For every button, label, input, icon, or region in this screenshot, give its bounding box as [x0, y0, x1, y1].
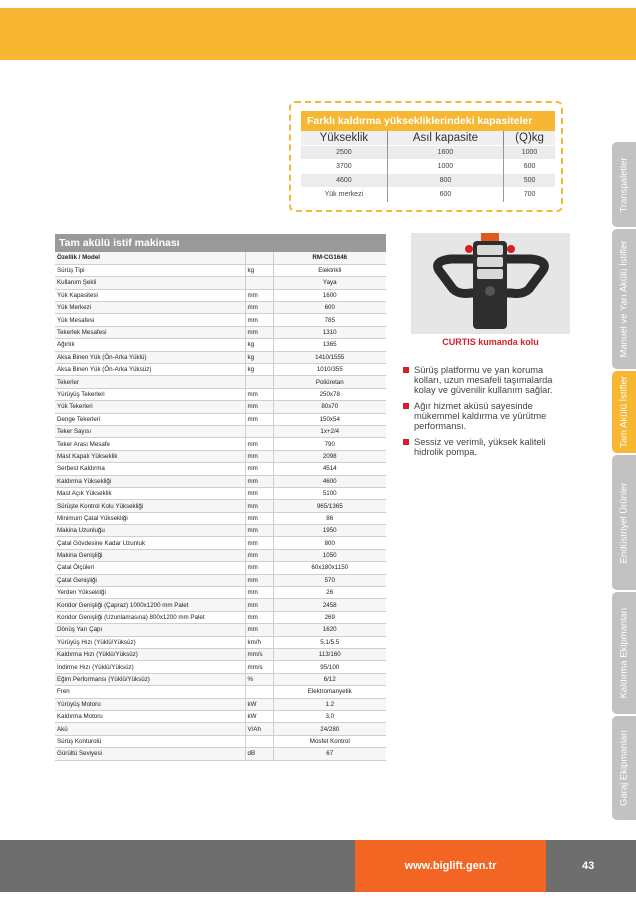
spec-property: Kaldırma Motoru: [55, 710, 245, 722]
spec-value: Poliüretan: [273, 376, 386, 388]
spec-unit: mm: [245, 525, 273, 537]
spec-value: 269: [273, 611, 386, 623]
spec-row: [55, 624, 386, 636]
spec-property: Özellik / Model: [55, 252, 245, 264]
capacity-cell: 500: [504, 174, 555, 188]
spec-row: [55, 401, 386, 413]
feature-item: Sessiz ve verimli, yüksek kaliteli hidrolik pompa.: [402, 437, 572, 457]
spec-value: 5100: [273, 487, 386, 499]
spec-unit: mm: [245, 413, 273, 425]
spec-value: 1600: [273, 289, 386, 301]
spec-property: Dönüş Yarı Çapı: [55, 624, 245, 636]
spec-property: Kaldırma Yüksekliği: [55, 475, 245, 487]
spec-row: [55, 388, 386, 400]
spec-property: Denge Tekerleri: [55, 413, 245, 425]
spec-unit: mm: [245, 388, 273, 400]
spec-value: 150x54: [273, 413, 386, 425]
capacity-row: [301, 188, 555, 202]
spec-unit: [245, 252, 273, 264]
controller-photo: [411, 233, 570, 334]
spec-row: [55, 438, 386, 450]
spec-unit: mm: [245, 574, 273, 586]
spec-row: [55, 277, 386, 289]
spec-unit: mm: [245, 438, 273, 450]
spec-row: [55, 574, 386, 586]
spec-property: Yük Merkezi: [55, 302, 245, 314]
capacity-header: Yükseklik: [301, 131, 387, 146]
spec-value: Elektrikli: [273, 264, 386, 276]
spec-value: 250x78: [273, 388, 386, 400]
spec-property: Kaldırma Hızı (Yüklü/Yüksüz): [55, 649, 245, 661]
spec-property: Mast Açık Yükseklik: [55, 487, 245, 499]
tab-manuel-yari-akulu[interactable]: Manuel ve Yarı Akülü İstifler: [612, 229, 636, 369]
spec-unit: kW: [245, 698, 273, 710]
spec-property: Çatal Genişliği: [55, 574, 245, 586]
spec-value: 1010/355: [273, 364, 386, 376]
feature-item: Ağır hizmet aküsü sayesinde mükemmel kaldırma ve yürütme performansı.: [402, 401, 572, 431]
capacity-header: Asıl kapasite: [387, 131, 503, 146]
spec-value: 95/100: [273, 661, 386, 673]
spec-value: 6/12: [273, 673, 386, 685]
capacity-cell: 1600: [387, 146, 503, 160]
spec-row: [55, 364, 386, 376]
spec-value: 1620: [273, 624, 386, 636]
spec-value: 2458: [273, 599, 386, 611]
spec-unit: V/Ah: [245, 723, 273, 735]
tab-tam-akulu[interactable]: Tam Akülü İstifler: [612, 371, 636, 453]
spec-unit: kg: [245, 364, 273, 376]
spec-row: [55, 487, 386, 499]
spec-value: Mosfet Kontrol: [273, 735, 386, 747]
spec-row: [55, 289, 386, 301]
spec-value: RM-CG1646: [273, 252, 386, 264]
spec-row: [55, 326, 386, 338]
spec-property: Teker Sayısı: [55, 425, 245, 437]
spec-value: 4600: [273, 475, 386, 487]
spec-row: [55, 686, 386, 698]
spec-row: [55, 748, 386, 760]
spec-property: Teker Arası Mesafe: [55, 438, 245, 450]
spec-row: [55, 735, 386, 747]
capacity-row: [301, 146, 555, 160]
spec-value: 80x70: [273, 401, 386, 413]
spec-row: [55, 512, 386, 524]
spec-unit: mm: [245, 611, 273, 623]
capacity-cell: 1000: [504, 146, 555, 160]
header-band: [0, 8, 636, 60]
spec-section: [55, 234, 386, 761]
photo-caption: CURTIS kumanda kolu: [442, 337, 539, 347]
spec-row: [55, 314, 386, 326]
capacity-table: [301, 131, 555, 202]
spec-property: Aksa Binen Yük (Ön-Arka Yüklü): [55, 351, 245, 363]
spec-property: Yürüyüş Tekerleri: [55, 388, 245, 400]
spec-row: [55, 599, 386, 611]
capacity-header: (Q)kg: [504, 131, 555, 146]
spec-value: 5.1/5.5: [273, 636, 386, 648]
capacity-box: [289, 101, 563, 212]
spec-property: Akü: [55, 723, 245, 735]
capacity-cell: 3700: [301, 160, 387, 174]
spec-row: [55, 413, 386, 425]
spec-row: [55, 673, 386, 685]
capacity-row: [301, 160, 555, 174]
spec-value: 26: [273, 587, 386, 599]
controller-handle-icon: [411, 233, 570, 334]
spec-value: 1310: [273, 326, 386, 338]
spec-row: [55, 549, 386, 561]
spec-property: Yürüyüş Hızı (Yüklü/Yüksüz): [55, 636, 245, 648]
spec-unit: kg: [245, 351, 273, 363]
spec-row: [55, 723, 386, 735]
spec-value: 570: [273, 574, 386, 586]
spec-row: [55, 537, 386, 549]
spec-unit: mm: [245, 562, 273, 574]
tab-kaldirma-ekipmanlari[interactable]: Kaldırma Ekipmanları: [612, 592, 636, 714]
spec-property: Koridor Genişliği (Çapraz) 1000x1200 mm Palet: [55, 599, 245, 611]
spec-unit: mm: [245, 326, 273, 338]
spec-value: 1x+2/4: [273, 425, 386, 437]
spec-unit: mm: [245, 289, 273, 301]
spec-property: Tekerlek Mesafesi: [55, 326, 245, 338]
spec-property: Çatal Ölçüleri: [55, 562, 245, 574]
capacity-cell: 600: [504, 160, 555, 174]
spec-value: 600: [273, 302, 386, 314]
spec-value: 1950: [273, 525, 386, 537]
capacity-cell: 1000: [387, 160, 503, 174]
spec-unit: mm: [245, 500, 273, 512]
spec-value: 67: [273, 748, 386, 760]
spec-row: [55, 264, 386, 276]
spec-property: Makina Uzunluğu: [55, 525, 245, 537]
capacity-cell: 800: [387, 174, 503, 188]
spec-unit: mm: [245, 537, 273, 549]
spec-row: [55, 649, 386, 661]
spec-value: 4514: [273, 463, 386, 475]
capacity-row: [301, 174, 555, 188]
footer-url[interactable]: www.biglift.gen.tr: [404, 860, 497, 872]
spec-property: Ağırlık: [55, 339, 245, 351]
spec-property: Eğim Performansı (Yüklü/Yüksüz): [55, 673, 245, 685]
spec-property: Yük Tekerleri: [55, 401, 245, 413]
capacity-cell: 2500: [301, 146, 387, 160]
spec-row: [55, 302, 386, 314]
spec-property: Koridor Genişliği (Uzunlamasına) 800x1200 mm Palet: [55, 611, 245, 623]
spec-row: [55, 351, 386, 363]
feature-item: Sürüş platformu ve yan koruma kolları, uzun mesafeli taşımalarda kolay ve güvenilir kullanım sağlar.: [402, 365, 572, 395]
spec-row: [55, 710, 386, 722]
spec-unit: dB: [245, 748, 273, 760]
spec-property: Sürüş Konturolü: [55, 735, 245, 747]
spec-row: [55, 587, 386, 599]
spec-row: [55, 562, 386, 574]
spec-unit: [245, 686, 273, 698]
spec-row: [55, 698, 386, 710]
spec-unit: mm: [245, 587, 273, 599]
spec-unit: mm: [245, 624, 273, 636]
spec-property: Yerden Yüksekliği: [55, 587, 245, 599]
spec-property: Kullanım Şekli: [55, 277, 245, 289]
spec-value: 800: [273, 537, 386, 549]
spec-property: Minimum Çatal Yüksekliği: [55, 512, 245, 524]
spec-value: 1.2: [273, 698, 386, 710]
spec-unit: [245, 425, 273, 437]
spec-unit: mm: [245, 401, 273, 413]
spec-property: Yürüyüş Motoru: [55, 698, 245, 710]
tab-transpaletler[interactable]: Transpaletler: [612, 142, 636, 227]
spec-value: 1365: [273, 339, 386, 351]
capacity-cell: 700: [504, 188, 555, 202]
feature-list: [402, 365, 572, 463]
tab-garaj-ekipmanlari[interactable]: Garaj Ekipmanları: [612, 716, 636, 820]
spec-value: 1410/1555: [273, 351, 386, 363]
spec-row: [55, 525, 386, 537]
page-number: 43: [582, 860, 595, 872]
spec-unit: mm: [245, 512, 273, 524]
spec-unit: kW: [245, 710, 273, 722]
spec-value: 86: [273, 512, 386, 524]
spec-row: [55, 611, 386, 623]
spec-row: [55, 463, 386, 475]
spec-row: [55, 661, 386, 673]
spec-unit: kg: [245, 339, 273, 351]
capacity-cell: 4600: [301, 174, 387, 188]
spec-value: 60x180x1150: [273, 562, 386, 574]
spec-value: 113/160: [273, 649, 386, 661]
spec-row: [55, 376, 386, 388]
spec-property: Yük Mesafesi: [55, 314, 245, 326]
spec-value: 3,0: [273, 710, 386, 722]
spec-row: [55, 450, 386, 462]
capacity-cell: 600: [387, 188, 503, 202]
spec-value: 785: [273, 314, 386, 326]
spec-value: 965/1365: [273, 500, 386, 512]
spec-property: Sürüşte Kontrol Kolu Yüksekliği: [55, 500, 245, 512]
spec-row: [55, 636, 386, 648]
spec-unit: mm: [245, 487, 273, 499]
spec-row: [55, 500, 386, 512]
spec-value: 790: [273, 438, 386, 450]
spec-value: Elektromanyetik: [273, 686, 386, 698]
capacity-title: Farklı kaldırma yüksekliklerindeki kapasiteler: [301, 111, 555, 131]
spec-property: Fren: [55, 686, 245, 698]
spec-property: Makina Genişliği: [55, 549, 245, 561]
spec-unit: mm/s: [245, 661, 273, 673]
spec-unit: [245, 277, 273, 289]
spec-unit: kg: [245, 264, 273, 276]
spec-property: Yük Kapasitesi: [55, 289, 245, 301]
spec-unit: mm: [245, 475, 273, 487]
spec-property: Serbest Kaldırma: [55, 463, 245, 475]
spec-unit: mm/s: [245, 649, 273, 661]
spec-property: Çatal Gövdesine Kadar Uzunluk: [55, 537, 245, 549]
spec-value: 24/280: [273, 723, 386, 735]
spec-unit: mm: [245, 450, 273, 462]
spec-value: 2098: [273, 450, 386, 462]
spec-property: Sürüş Tipi: [55, 264, 245, 276]
spec-unit: km/h: [245, 636, 273, 648]
spec-row: [55, 339, 386, 351]
tab-endustriyel[interactable]: Endüstriyel Ürünler: [612, 455, 636, 590]
spec-unit: mm: [245, 314, 273, 326]
spec-unit: mm: [245, 302, 273, 314]
spec-unit: %: [245, 673, 273, 685]
spec-title: Tam akülü istif makinası: [55, 234, 386, 252]
spec-row: [55, 425, 386, 437]
spec-unit: [245, 735, 273, 747]
capacity-cell: Yük merkezi: [301, 188, 387, 202]
spec-unit: mm: [245, 599, 273, 611]
spec-property: Mast Kapalı Yükseklik: [55, 450, 245, 462]
spec-property: İndirme Hızı (Yüklü/Yüksüz): [55, 661, 245, 673]
spec-header-row: [55, 252, 386, 264]
spec-value: 1050: [273, 549, 386, 561]
spec-row: [55, 475, 386, 487]
spec-unit: [245, 376, 273, 388]
spec-property: Tekerler: [55, 376, 245, 388]
spec-unit: mm: [245, 463, 273, 475]
spec-property: Gürültü Seviyesi: [55, 748, 245, 760]
spec-value: Yaya: [273, 277, 386, 289]
spec-property: Aksa Binen Yük (Ön-Arka Yüksüz): [55, 364, 245, 376]
spec-unit: mm: [245, 549, 273, 561]
spec-table: [55, 252, 386, 761]
